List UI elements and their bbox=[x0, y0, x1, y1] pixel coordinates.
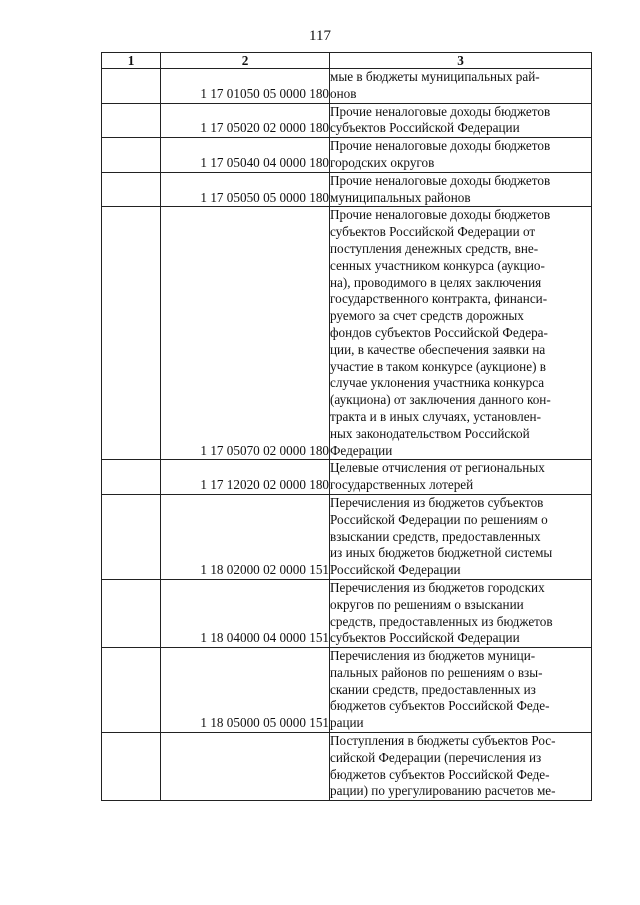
budget-code-cell: 1 17 05070 02 0000 180 bbox=[161, 207, 330, 460]
budget-code-cell bbox=[161, 733, 330, 801]
row-number-cell bbox=[102, 207, 161, 460]
description-line: ции, в качестве обеспечения заявки на bbox=[330, 341, 546, 357]
budget-code-cell: 1 17 05050 05 0000 180 bbox=[161, 172, 330, 207]
description-line: руемого за счет средств дорожных bbox=[330, 308, 524, 324]
table-row bbox=[102, 69, 592, 104]
description-line: рации bbox=[330, 715, 364, 731]
description-line: субъектов Российской Федерации от bbox=[330, 224, 536, 240]
description-line: Целевые отчисления от региональных bbox=[330, 460, 545, 476]
row-number-cell bbox=[102, 138, 161, 173]
row-number-cell bbox=[102, 103, 161, 138]
description-line: сийской Федерации (перечисления из bbox=[330, 749, 542, 765]
description-line: (аукциона) от заключения данного кон- bbox=[330, 392, 551, 408]
revenue-description-cell bbox=[330, 172, 592, 207]
revenue-description-cell bbox=[330, 103, 592, 138]
description-line: участие в таком конкурсе (аукционе) в bbox=[330, 358, 546, 374]
table-body bbox=[102, 69, 592, 801]
table-row bbox=[102, 138, 592, 173]
description-line: ных законодательством Российской bbox=[330, 425, 530, 441]
description-line: онов bbox=[330, 85, 357, 101]
budget-code-cell: 1 18 04000 04 0000 151 bbox=[161, 579, 330, 647]
description-line: сенных участником конкурса (аукцио- bbox=[330, 257, 545, 273]
description-line: случае уклонения участника конкурса bbox=[330, 375, 545, 391]
description-line: государственных лотерей bbox=[330, 477, 474, 493]
description-line: Прочие неналоговые доходы бюджетов bbox=[330, 138, 551, 154]
row-number-cell bbox=[102, 579, 161, 647]
description-line: бюджетов субъектов Российской Феде- bbox=[330, 766, 550, 782]
description-line: Прочие неналоговые доходы бюджетов bbox=[330, 172, 551, 188]
revenue-description-cell bbox=[330, 494, 592, 579]
description-line: мые в бюджеты муниципальных рай- bbox=[330, 69, 540, 84]
revenue-description-cell bbox=[330, 579, 592, 647]
table-row bbox=[102, 648, 592, 733]
description-line: фондов субъектов Российской Федера- bbox=[330, 324, 548, 340]
description-line: Перечисления из бюджетов муници- bbox=[330, 648, 536, 664]
row-number-cell bbox=[102, 172, 161, 207]
row-number-cell bbox=[102, 494, 161, 579]
description-line: тракта и в иных случаях, установлен- bbox=[330, 408, 542, 424]
description-line: Перечисления из бюджетов городских bbox=[330, 579, 545, 595]
description-line: бюджетов субъектов Российской Феде- bbox=[330, 698, 550, 714]
column-header-3: 3 bbox=[330, 53, 592, 69]
revenue-description-cell bbox=[330, 207, 592, 460]
budget-code-cell: 1 18 05000 05 0000 151 bbox=[161, 648, 330, 733]
table-row bbox=[102, 460, 592, 495]
description-line: на), проводимого в целях заключения bbox=[330, 274, 542, 290]
table-header bbox=[102, 53, 592, 69]
description-line: округов по решениям о взыскании bbox=[330, 596, 524, 612]
description-line: Перечисления из бюджетов субъектов bbox=[330, 494, 544, 510]
revenue-description-cell bbox=[330, 138, 592, 173]
revenue-description-cell bbox=[330, 69, 592, 104]
revenue-codes-table bbox=[101, 52, 592, 801]
description-line: поступления денежных средств, вне- bbox=[330, 240, 539, 256]
description-line: Федерации bbox=[330, 442, 393, 458]
row-number-cell bbox=[102, 648, 161, 733]
description-line: городских округов bbox=[330, 154, 435, 170]
description-line: Российской Федерации bbox=[330, 562, 461, 578]
table-row bbox=[102, 494, 592, 579]
table-row bbox=[102, 579, 592, 647]
page-number: 117 bbox=[309, 28, 331, 44]
revenue-description-cell bbox=[330, 648, 592, 733]
budget-code-cell: 1 17 05040 04 0000 180 bbox=[161, 138, 330, 173]
description-line: пальных районов по решениям о взы- bbox=[330, 664, 543, 680]
description-line: Российской Федерации по решениям о bbox=[330, 511, 548, 527]
description-line: скании средств, предоставленных из bbox=[330, 681, 536, 697]
description-line: взыскании средств, предоставленных bbox=[330, 528, 541, 544]
description-line: Поступления в бюджеты субъектов Рос- bbox=[330, 733, 556, 749]
row-number-cell bbox=[102, 69, 161, 104]
budget-code-cell: 1 17 05020 02 0000 180 bbox=[161, 103, 330, 138]
revenue-description-cell bbox=[330, 460, 592, 495]
table-row bbox=[102, 172, 592, 207]
description-line: Прочие неналоговые доходы бюджетов bbox=[330, 103, 551, 119]
table-row bbox=[102, 207, 592, 460]
description-line: муниципальных районов bbox=[330, 189, 471, 205]
row-number-cell bbox=[102, 460, 161, 495]
description-line: государственного контракта, финанси- bbox=[330, 291, 548, 307]
description-line: Прочие неналоговые доходы бюджетов bbox=[330, 207, 551, 223]
description-line: субъектов Российской Федерации bbox=[330, 120, 520, 136]
revenue-description-cell bbox=[330, 733, 592, 801]
table-row bbox=[102, 103, 592, 138]
description-line: субъектов Российской Федерации bbox=[330, 630, 520, 646]
column-header-2: 2 bbox=[161, 53, 330, 69]
table-header-row bbox=[102, 53, 592, 69]
budget-code-cell: 1 17 12020 02 0000 180 bbox=[161, 460, 330, 495]
description-line: средств, предоставленных из бюджетов bbox=[330, 613, 553, 629]
column-header-1: 1 bbox=[102, 53, 161, 69]
row-number-cell bbox=[102, 733, 161, 801]
table-row bbox=[102, 733, 592, 801]
budget-code-cell: 1 18 02000 02 0000 151 bbox=[161, 494, 330, 579]
budget-code-cell: 1 17 01050 05 0000 180 bbox=[161, 69, 330, 104]
description-line: из иных бюджетов бюджетной системы bbox=[330, 545, 553, 561]
description-line: рации) по урегулированию расчетов ме- bbox=[330, 783, 556, 799]
